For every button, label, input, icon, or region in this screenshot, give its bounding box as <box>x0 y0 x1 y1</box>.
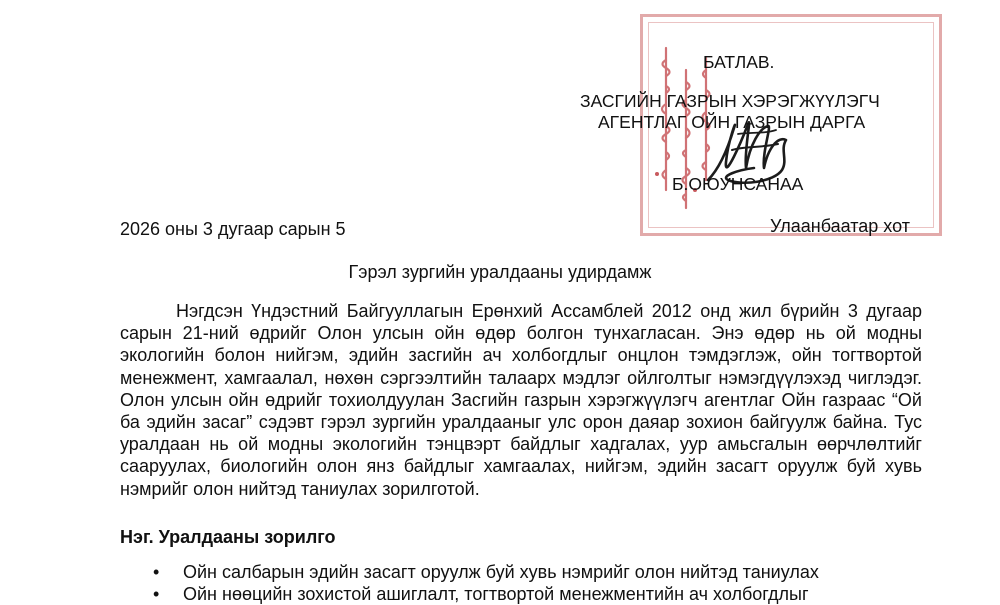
section-heading: Нэг. Уралдааны зорилго <box>120 527 336 547</box>
list-item-text: Ойн нөөцийн зохистой ашиглалт, тогтвортой менежментийн ач холбогдлыг <box>183 584 809 605</box>
approval-organization-line-1: ЗАСГИЙН ГАЗРЫН ХЭРЭГЖҮҮЛЭГЧ <box>580 91 880 111</box>
document-city: Улаанбаатар хот <box>770 216 910 236</box>
approval-signer-name: Б.ОЮУНСАНАА <box>672 174 804 194</box>
document-date: 2026 оны 3 дугаар сарын 5 <box>120 219 346 239</box>
list-item <box>120 561 922 583</box>
approval-title: БАТЛАВ. <box>703 52 775 72</box>
intro-paragraph: Нэгдсэн Үндэстний Байгууллагын Ерөнхий Ассамблей 2012 онд жил бүрийн 3 дугаар сарын 21-ний өдрийг Олон улсын ойн өдөр болгон тунхагласан. Энэ өдөр нь ой модны экологийн болон нийгэм, эдийн засгийн ач холбогдлыг онцлон тэмдэглэж, ойн тогтвортой менежмент, хамгаалал, нөхөн сэргээлтийн талаарх мэдлэг ойлголтыг нэмэгдүүлэхэд чиглэдэг. Олон улсын ойн өдрийг тохиолдуулан Засгийн газрын хэрэгжүүлэгч агентлаг Ойн газраас “Ой ба эдийн засаг” сэдэвт гэрэл зургийн уралдааныг улс орон даяар зохион байгуулж байна. Тус уралдаан нь ой модны экологийн тэнцвэрт байдлыг хадгалах, уур амьсгалын өөрчлөлтийг сааруулах, биологийн олон янз байдлыг хамгаалах, нийгэм, эдийн засагт оруулж буй хувь нэмрийг олон нийтэд таниулах зорилготой. <box>120 301 922 499</box>
document-title: Гэрэл зургийн уралдааны удирдамж <box>348 262 652 282</box>
list-item-text: Ойн салбарын эдийн засагт оруулж буй хувь нэмрийг олон нийтэд таниулах <box>183 562 819 582</box>
goals-list <box>120 561 922 605</box>
list-item <box>120 583 922 605</box>
bullet-icon: • <box>153 584 160 605</box>
approval-organization-line-2: АГЕНТЛАГ ОЙН ГАЗРЫН ДАРГА <box>598 112 866 132</box>
bullet-icon: • <box>153 562 160 582</box>
